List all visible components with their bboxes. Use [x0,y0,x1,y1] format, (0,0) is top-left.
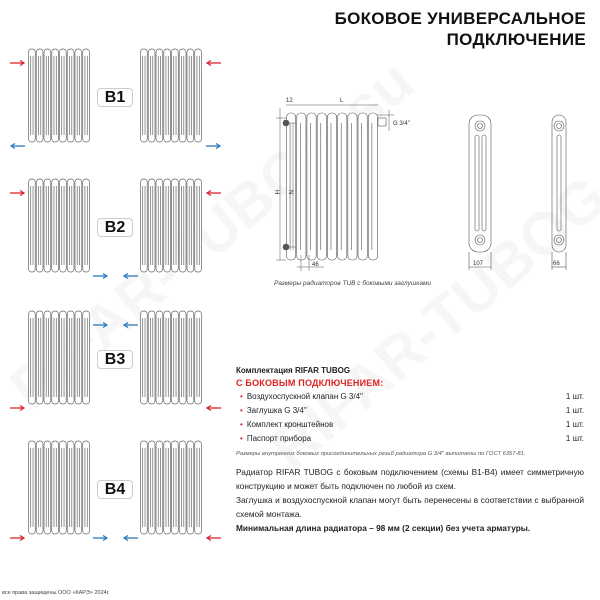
radiator-left [28,440,90,540]
kit-item-qty: 1 шт. [565,420,584,429]
kit-item-name [240,406,307,416]
radiator-right [140,310,202,410]
radiator-left [28,48,90,148]
radiator-section [307,113,316,260]
supply-arrow-icon [206,183,221,201]
kit-item-name [240,392,363,402]
kit-item-label: Заглушка G 3/4'' [246,406,307,415]
supply-arrow-icon [10,528,25,546]
bullet-icon: • [240,434,243,443]
supply-arrow-icon [10,53,25,71]
bullet-icon: • [240,406,243,415]
description-p2: Заглушка и воздухоспускной клапан могут быть перенесены в соответствии с выбранной схемой монтажа. [236,495,584,519]
kit-item-qty: 1 шт. [565,392,584,401]
supply-arrow-icon [206,398,221,416]
dim-46-label: 46 [312,262,319,268]
return-arrow-icon [123,315,138,333]
bullet-icon: • [240,392,243,401]
return-arrow-icon [123,266,138,284]
kit-title: Комплектация RIFAR TUBOG [236,366,351,375]
radiator-section [317,113,326,260]
description-p1: Радиатор RIFAR TUBOG с боковым подключением (схемы B1-B4) имеет симметричную конструкцию и может быть подключен по любой из схем. [236,467,584,491]
radiator-section [338,113,347,260]
kit-item-label: Воздухоспускной клапан G 3/4'' [246,392,364,401]
kit-item-label: Паспорт прибора [246,434,312,443]
return-arrow-icon [123,528,138,546]
drawing-caption: Размеры радиаторов TUB с боковыми заглушками [274,280,432,287]
description [236,465,584,535]
scheme-label: B3 [97,350,133,369]
scheme-b4 [0,440,235,540]
supply-arrow-icon [10,398,25,416]
kit-note: Размеры внутренних боковых присоединительных резьб радиатора G 3/4'' выполнены по ГОСТ 6357-81. [236,451,526,457]
radiator-section [368,113,377,260]
scheme-b2 [0,178,235,278]
radiator-left [28,178,90,278]
scheme-b1 [0,48,235,148]
radiator-section [348,113,357,260]
return-arrow-icon [93,315,108,333]
kit-subtitle: С БОКОВЫМ ПОДКЛЮЧЕНИЕМ: [236,378,384,388]
title-line-2: ПОДКЛЮЧЕНИЕ [446,30,586,49]
dim-107-label: 107 [473,261,484,267]
kit-item-qty: 1 шт. [565,434,584,443]
kit-item-qty: 1 шт. [565,406,584,415]
radiator-side-view-66 [552,115,566,270]
footer-copyright: все права защищены ООО «КАРЭ» 2024г. [2,590,110,596]
radiator-left [28,310,90,410]
scheme-b3 [0,310,235,410]
title-line-1: БОКОВОЕ УНИВЕРСАЛЬНОЕ [334,9,586,28]
dim-12-label: 12 [286,98,293,104]
page-title [335,8,586,50]
dim-n-label: N [287,190,293,195]
dim-l-label: L [340,98,344,104]
description-min-length: Минимальная длина радиатора – 98 мм (2 секции) без учета арматуры. [236,523,531,533]
kit-item [236,392,584,402]
supply-arrow-icon [10,183,25,201]
supply-arrow-icon [206,53,221,71]
supply-arrow-icon [206,528,221,546]
radiator-section [358,113,367,260]
radiator-right [140,178,202,278]
radiator-section [327,113,336,260]
dimension-drawing [262,95,592,275]
bullet-icon: • [240,420,243,429]
kit-section [236,366,584,457]
radiator-right [140,48,202,148]
thread-label: G 3/4'' [393,121,410,127]
radiator-front-view [283,113,386,260]
radiator-side-view-107 [469,115,491,270]
kit-item-name [240,420,333,430]
kit-item-label: Комплект кронштейнов [246,420,334,429]
kit-item-name [240,434,311,444]
kit-list [236,392,584,444]
scheme-label: B1 [97,88,133,107]
radiator-right [140,440,202,540]
radiator-section [287,113,296,260]
return-arrow-icon [93,528,108,546]
kit-item [236,406,584,416]
dim-h-label: H [273,190,279,195]
return-arrow-icon [10,136,25,154]
kit-item [236,434,584,444]
scheme-label: B4 [97,480,133,499]
return-arrow-icon [206,136,221,154]
dim-66-label: 66 [553,261,560,267]
return-arrow-icon [93,266,108,284]
kit-item [236,420,584,430]
radiator-section [297,113,306,260]
scheme-label: B2 [97,218,133,237]
